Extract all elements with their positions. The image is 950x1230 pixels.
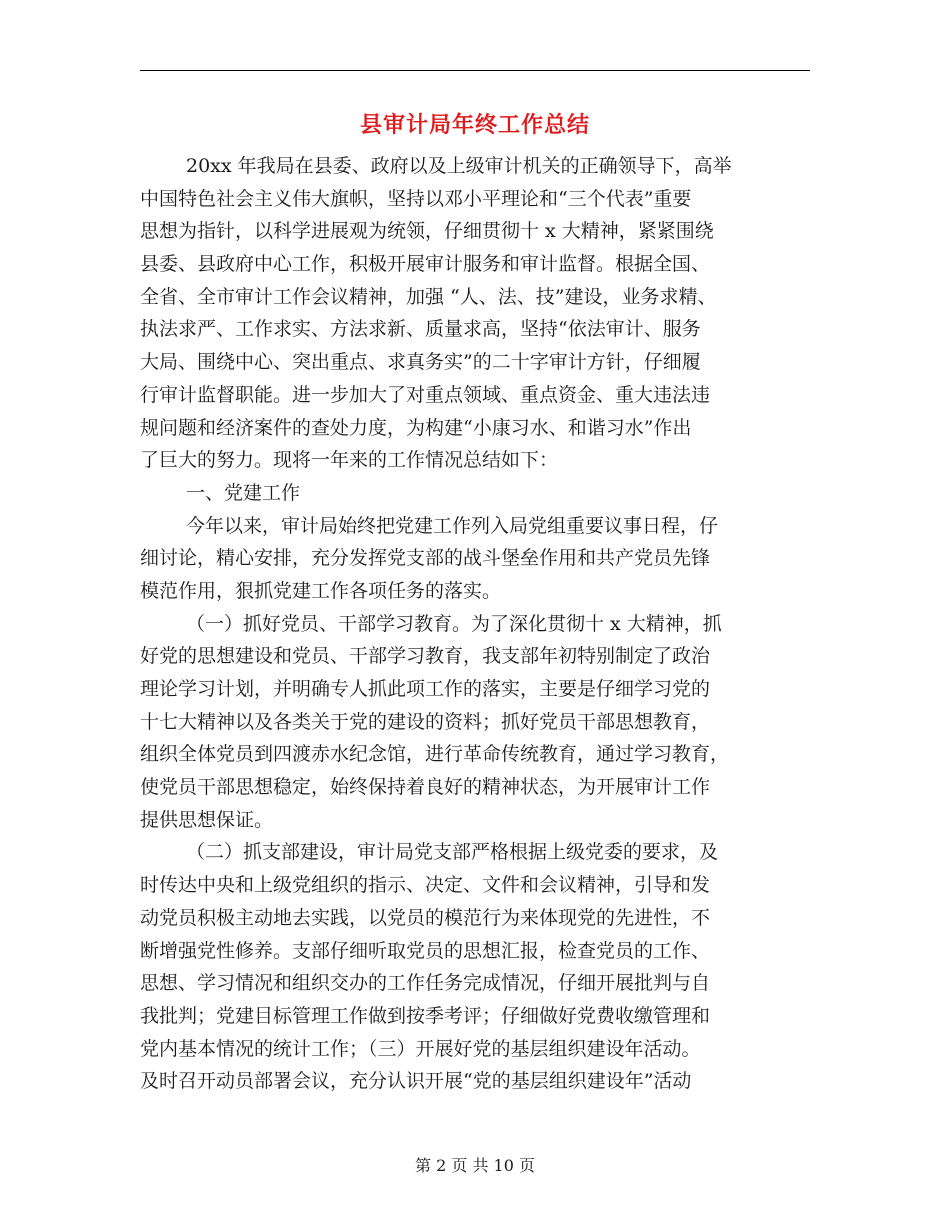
body-line: 思想为指针，以科学进展观为统领，仔细贯彻十 x 大精神，紧紧围绕 [140,220,714,243]
section-heading: 一、党建工作 [186,481,301,504]
body-line: 党内基本情况的统计工作；（三）开展好党的基层组织建设年活动。 [140,1037,701,1060]
body-line: （一）抓好党员、干部学习教育。为了深化贯彻十 x 大精神，抓 [186,612,722,635]
body-line: 断增强党性修养。支部仔细听取党员的思想汇报，检查党员的工作、 [140,939,711,962]
body-line: 县委、县政府中心工作，积极开展审计服务和审计监督。根据全国、 [140,253,711,276]
body-line: 组织全体党员到四渡赤水纪念馆，进行革命传统教育，通过学习教育， [140,743,730,766]
body-line: 及时召开动员部署会议，充分认识开展“党的基层组织建设年”活动 [140,1070,692,1093]
body-line: 执法求严、工作求实、方法求新、质量求高，坚持“依法审计、服务 [140,318,701,341]
page-number-footer: 第 2 页 共 10 页 [415,1156,535,1175]
body-line: 大局、围绕中心、突出重点、求真务实”的二十字审计方针，仔细履 [140,351,701,374]
body-line: 中国特色社会主义伟大旗帜，坚持以邓小平理论和“三个代表”重要 [140,187,692,210]
body-line: 理论学习计划，并明确专人抓此项工作的落实，主要是仔细学习党的 [140,678,711,700]
document-title: 县审计局年终工作总结 [359,112,590,138]
body-line: 我批判；党建目标管理工作做到按季考评；仔细做好党费收缴管理和 [140,1004,711,1027]
body-line: 好党的思想建设和党员、干部学习教育，我支部年初特别制定了政治 [140,645,711,668]
body-line: 20xx 年我局在县委、政府以及上级审计机关的正确领导下，高举 [186,155,732,177]
body-line: 了巨大的努力。现将一年来的工作情况总结如下： [140,449,559,472]
document-body [140,150,820,1098]
body-line: 今年以来，审计局始终把党建工作列入局党组重要议事日程，仔 [186,514,719,537]
body-line: （二）抓支部建设，审计局党支部严格根据上级党委的要求，及 [186,841,719,864]
body-line: 模范作用，狠抓党建工作各项任务的落实。 [140,579,502,602]
body-line: 细讨论，精心安排，充分发挥党支部的战斗堡垒作用和共产党员先锋 [140,547,711,570]
header-rule [140,70,810,71]
body-line: 行审计监督职能。进一步加大了对重点领域、重点资金、重大违法违 [140,383,711,406]
body-line: 全省、全市审计工作会议精神，加强 “人、法、技”建设，业务求精、 [140,285,717,308]
body-line: 十七大精神以及各类关于党的建设的资料；抓好党员干部思想教育， [140,710,711,733]
body-line: 动党员积极主动地去实践，以党员的模范行为来体现党的先进性，不 [140,906,711,929]
body-line: 规问题和经济案件的查处力度，为构建“小康习水、和谐习水”作出 [140,416,692,439]
body-line: 时传达中央和上级党组织的指示、决定、文件和会议精神，引导和发 [140,874,711,897]
body-line: 思想、学习情况和组织交办的工作任务完成情况，仔细开展批判与自 [140,972,711,995]
body-line: 提供思想保证。 [140,808,274,831]
body-line: 使党员干部思想稳定，始终保持着良好的精神状态，为开展审计工作 [140,776,711,799]
